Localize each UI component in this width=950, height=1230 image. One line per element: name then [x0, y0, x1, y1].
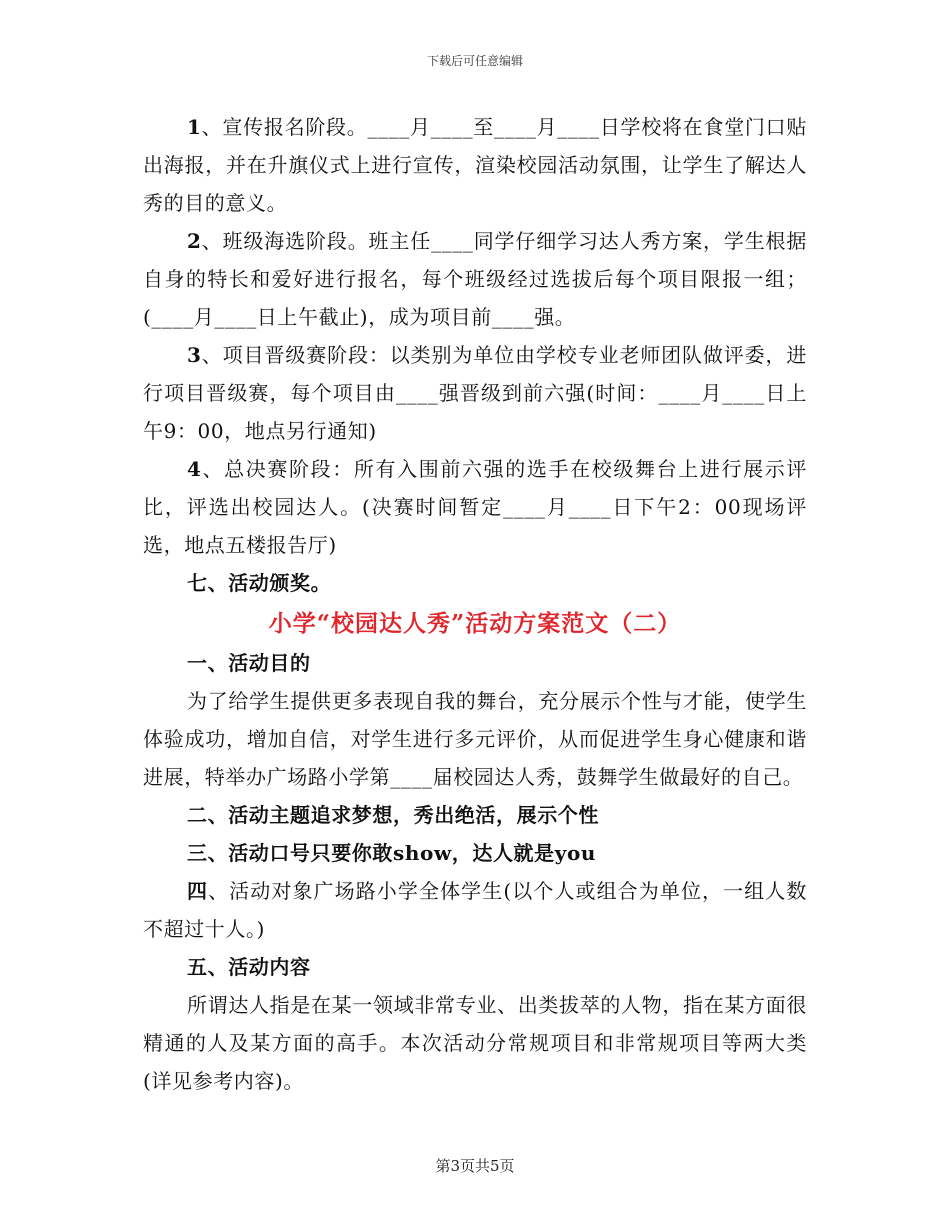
section-1-paragraph: 为了给学生提供更多表现自我的舞台，充分展示个性与才能，使学生体验成功，增加自信，对学生进行多元评价，从而促进学生身心健康和谐进展，特举办广场路小学第____届校园达人秀，鼓舞学生做最好的自己。: [143, 689, 807, 789]
paragraph-stage-2: [143, 222, 807, 336]
section-5-paragraph: 所谓达人指是在某一领域非常专业、出类拔萃的人物，指在某方面很精通的人及某方面的高手。本次活动分常规项目和非常规项目等两大类(详见参考内容)。: [143, 993, 807, 1093]
paragraph-stage-3: [143, 336, 807, 450]
paragraph-text: 、项目晋级赛阶段：以类别为单位由学校专业老师团队做评委，进行项目晋级赛，每个项目由____强晋级到前六强(时间：____月____日上午9：00，地点另行通知): [143, 343, 807, 443]
paragraph-number: 3: [187, 343, 202, 367]
paragraph-number: 1: [187, 115, 202, 139]
section-3-heading: 三、活动口号只要你敢show，达人就是you: [187, 841, 597, 865]
document-body: [143, 108, 807, 1100]
section-5-heading: 五、活动内容: [187, 955, 311, 979]
page-footer: 第3页共5页: [435, 1157, 515, 1175]
paragraph-text: 、班级海选阶段。班主任____同学仔细学习达人秀方案，学生根据自身的特长和爱好进行报名，每个班级经过选拔后每个项目限报一组；(____月____日上午截止)，成为项目前____强。: [143, 229, 807, 329]
paragraph-number: 2: [187, 229, 202, 253]
document-title: 小学“校园达人秀”活动方案范文（二）: [268, 610, 682, 637]
paragraph-stage-4: [143, 450, 807, 564]
paragraph-text: 、宣传报名阶段。____月____至____月____日学校将在食堂门口贴出海报，并在升旗仪式上进行宣传，渲染校园活动氛围，让学生了解达人秀的目的意义。: [143, 115, 807, 215]
paragraph-stage-1: [143, 108, 807, 222]
section-4-text: 、活动对象广场路小学全体学生(以个人或组合为单位，一组人数不超过十人。): [143, 879, 807, 941]
section-4-paragraph: [143, 872, 807, 948]
section-2-heading: 二、活动主题追求梦想，秀出绝活，展示个性: [187, 803, 599, 827]
paragraph-text: 、总决赛阶段：所有入围前六强的选手在校级舞台上进行展示评比，评选出校园达人。(决赛时间暂定____月____日下午2：00现场评选，地点五楼报告厅): [143, 457, 807, 557]
paragraph-number: 4: [187, 457, 202, 481]
section-7-heading: 七、活动颁奖。: [187, 571, 332, 595]
section-4-number: 四: [187, 879, 209, 903]
section-1-heading: 一、活动目的: [187, 651, 311, 675]
page-header: 下载后可任意编辑: [426, 54, 523, 68]
